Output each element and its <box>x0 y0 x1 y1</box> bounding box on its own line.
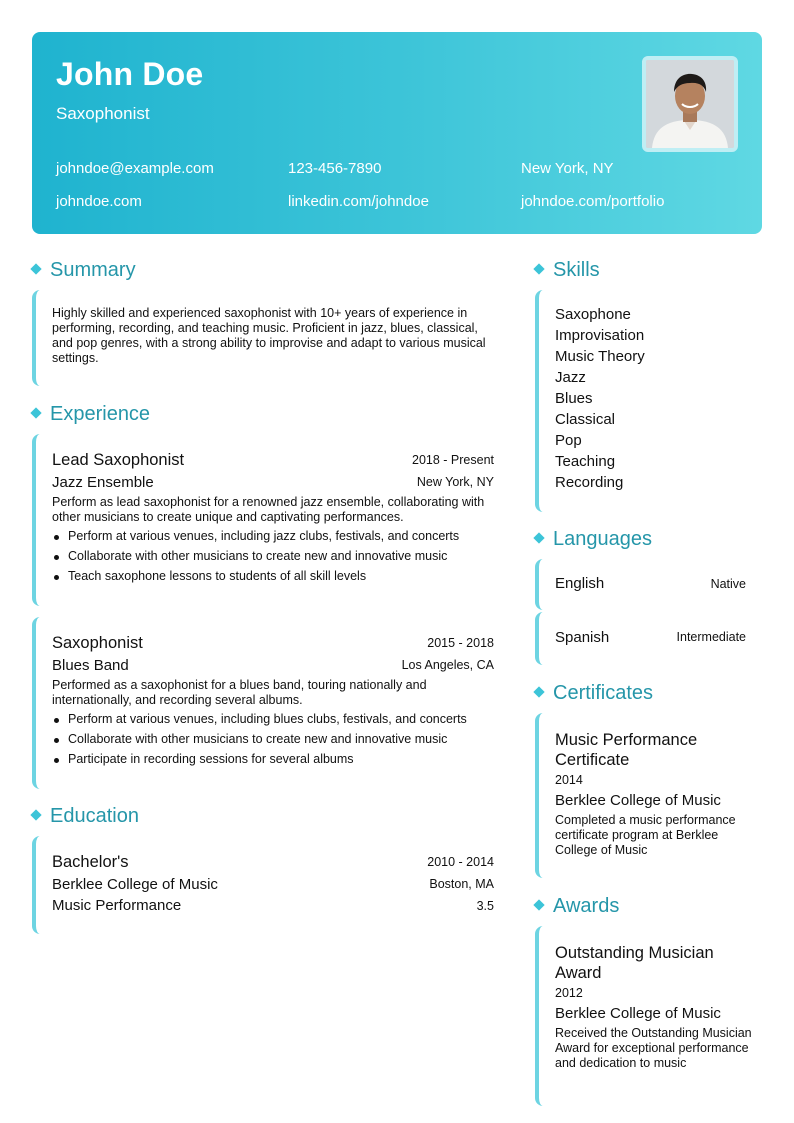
skill-item: Pop <box>555 432 582 449</box>
skill-item: Saxophone <box>555 306 631 323</box>
job-description: Performed as a saxophonist for a blues band, touring nationally and internationally, and recording several albums. <box>52 678 427 707</box>
job-dates: 2015 - 2018 <box>427 636 494 650</box>
job-bullet: Participate in recording sessions for several albums <box>68 752 354 766</box>
linkedin-link[interactable]: linkedin.com/johndoe <box>288 193 429 210</box>
certificate-card <box>535 713 762 878</box>
experience-card-2 <box>32 617 496 789</box>
experience-heading-label: Experience <box>50 403 151 425</box>
job-bullet: Collaborate with other musicians to create new and innovative music <box>68 549 448 563</box>
job-location: New York, NY <box>416 475 494 489</box>
portfolio-link[interactable]: johndoe.com/portfolio <box>521 193 665 210</box>
skill-item: Teaching <box>555 453 616 470</box>
skill-item: Recording <box>555 474 624 491</box>
award-card <box>535 926 762 1106</box>
education-card <box>32 836 496 934</box>
certificate-description: Completed a music performance certificate program at Berklee College of Music <box>555 813 736 857</box>
job-title: Saxophonist <box>52 634 143 652</box>
diamond-icon <box>30 407 41 418</box>
skill-item: Improvisation <box>555 327 645 344</box>
experience-heading <box>32 403 150 426</box>
job-bullet: Collaborate with other musicians to create new and innovative music <box>68 732 448 746</box>
skills-card <box>535 290 762 512</box>
skills-heading-label: Skills <box>553 259 600 281</box>
award-description: Received the Outstanding Musician Award for exceptional performance and dedication to music <box>555 1026 752 1070</box>
award-year: 2012 <box>555 986 583 1000</box>
website-link[interactable]: johndoe.com <box>56 193 142 210</box>
summary-text: Highly skilled and experienced saxophonist with 10+ years of experience in performing, recording, and teaching music. Proficient in jazz, blues, classical, and pop genres, with a strong ability to improvise and adapt to various musical settings. <box>52 306 486 365</box>
language-name: Spanish <box>555 629 610 646</box>
diamond-icon <box>533 532 544 543</box>
skill-item: Jazz <box>555 369 586 386</box>
award-issuer: Berklee College of Music <box>555 1005 721 1022</box>
job-organization: Jazz Ensemble <box>52 474 154 491</box>
diamond-icon <box>30 263 41 274</box>
education-dates: 2010 - 2014 <box>427 855 494 869</box>
person-avatar-icon <box>646 60 734 148</box>
degree-title: Bachelor's <box>52 853 129 871</box>
languages-heading <box>535 528 652 551</box>
diamond-icon <box>30 809 41 820</box>
language-level: Native <box>710 577 746 591</box>
education-heading <box>32 805 139 828</box>
skill-item: Classical <box>555 411 616 428</box>
education-school: Berklee College of Music <box>52 876 218 893</box>
job-bullet: Perform at various venues, including jazz clubs, festivals, and concerts <box>68 529 460 543</box>
skill-item: Blues <box>555 390 593 407</box>
job-title: Lead Saxophonist <box>52 451 185 469</box>
skills-heading <box>535 259 600 282</box>
education-location: Boston, MA <box>429 877 494 891</box>
job-bullet: Perform at various venues, including blues clubs, festivals, and concerts <box>68 712 467 726</box>
candidate-name: John Doe <box>56 56 204 92</box>
education-field: Music Performance <box>52 897 182 914</box>
phone-text: 123-456-7890 <box>288 160 382 177</box>
job-location: Los Angeles, CA <box>401 658 494 672</box>
email-link[interactable]: johndoe@example.com <box>56 160 214 177</box>
languages-heading-label: Languages <box>553 528 652 550</box>
certificate-title: Music Performance Certificate <box>555 731 698 769</box>
job-dates: 2018 - Present <box>412 453 494 467</box>
education-gpa: 3.5 <box>476 899 494 913</box>
awards-heading-label: Awards <box>553 895 620 917</box>
experience-card-1 <box>32 434 496 606</box>
diamond-icon <box>533 263 544 274</box>
certificate-year: 2014 <box>555 773 583 787</box>
education-heading-label: Education <box>50 805 139 827</box>
job-description: Perform as lead saxophonist for a renowned jazz ensemble, collaborating with other musicians to create unique and captivating performances. <box>52 495 485 524</box>
certificate-issuer: Berklee College of Music <box>555 792 721 809</box>
resume-header <box>32 32 762 234</box>
language-name: English <box>555 575 605 592</box>
summary-card <box>32 290 496 386</box>
profile-photo <box>642 56 738 152</box>
awards-heading <box>535 895 619 918</box>
diamond-icon <box>533 899 544 910</box>
location-text: New York, NY <box>521 160 614 177</box>
job-bullet: Teach saxophone lessons to students of all skill levels <box>68 569 367 583</box>
skill-item: Music Theory <box>555 348 645 365</box>
language-card <box>535 559 762 610</box>
summary-heading-label: Summary <box>50 259 136 281</box>
job-organization: Blues Band <box>52 657 129 674</box>
language-level: Intermediate <box>676 630 746 644</box>
candidate-role: Saxophonist <box>56 104 150 123</box>
summary-heading <box>32 259 136 282</box>
award-title: Outstanding Musician Award <box>555 944 714 982</box>
certificates-heading <box>535 682 653 705</box>
certificates-heading-label: Certificates <box>553 682 654 704</box>
diamond-icon <box>533 686 544 697</box>
language-card <box>535 612 762 665</box>
